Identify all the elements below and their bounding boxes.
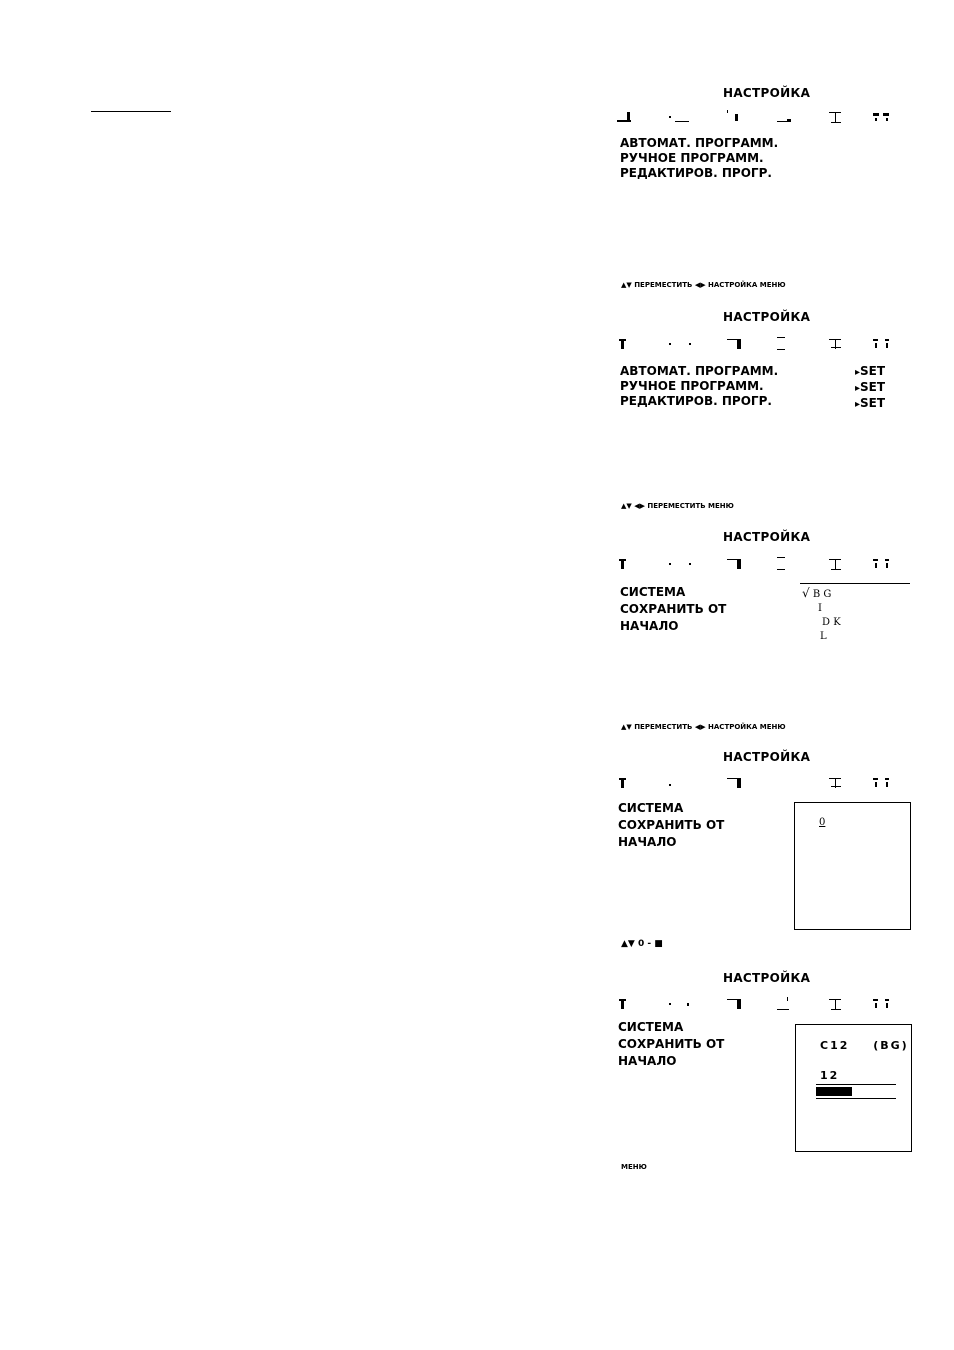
tab-icons [617,997,907,1013]
menu-item-system[interactable]: СИСТЕМА [618,801,684,815]
system-menu [618,800,724,851]
key-hint: ▲▼ ПЕРЕМЕСТИТЬ ◀▶ НАСТРОЙКА МЕНЮ [621,281,786,289]
menu-item-edit-program[interactable]: РЕДАКТИРОВ. ПРОГР. [620,166,772,180]
system-option-i[interactable]: I [818,603,822,614]
features-icon[interactable] [873,997,891,1011]
store-from-box [794,802,911,930]
antenna-icon[interactable] [617,557,635,571]
channel-label: C12 [820,1039,850,1052]
tab-icons [617,557,907,573]
sound-icon[interactable] [727,776,745,790]
key-hint: ▲▼ ◀▶ ПЕРЕМЕСТИТЬ МЕНЮ [621,502,734,510]
features-icon[interactable] [873,337,891,351]
sound-icon[interactable] [727,997,745,1011]
antenna-icon[interactable] [617,776,635,790]
timer-icon[interactable] [777,997,795,1011]
screen-title: НАСТРОЙКА [723,310,811,324]
system-option-dk[interactable]: D K [822,617,841,628]
system-option-bg[interactable]: B G [812,589,832,600]
picture-icon[interactable] [669,557,687,571]
antenna-icon[interactable] [617,337,635,351]
screen-4 [605,750,915,955]
system-menu [620,584,726,635]
antenna-icon[interactable] [617,997,635,1011]
screen-title: НАСТРОЙКА [723,86,811,100]
picture-icon[interactable] [669,776,687,790]
timer-icon[interactable] [777,337,795,351]
set-column [855,364,885,412]
screen-title: НАСТРОЙКА [723,750,811,764]
menu-item-start[interactable]: НАЧАЛО [618,1054,677,1068]
antenna-icon[interactable] [617,110,635,124]
setup-icon[interactable] [829,997,847,1011]
menu-item-store-from[interactable]: СОХРАНИТЬ ОТ [618,1037,725,1051]
menu-item-start[interactable]: НАЧАЛО [618,835,677,849]
system-option-l[interactable]: L [820,631,827,642]
screen-5 [605,971,915,1181]
features-icon[interactable] [873,776,891,790]
timer-icon[interactable] [777,557,795,571]
tab-icons [617,337,907,353]
menu-item-system[interactable]: СИСТЕМА [620,585,686,599]
sound-icon[interactable] [727,110,745,124]
features-icon[interactable] [873,557,891,571]
system-menu [618,1019,724,1070]
setup-icon[interactable] [829,776,847,790]
set-indicator[interactable]: ▸ SET [855,396,885,412]
header-rule [91,111,171,112]
menu-item-store-from[interactable]: СОХРАНИТЬ ОТ [620,602,727,616]
timer-icon[interactable] [777,110,795,124]
menu-item-auto-program[interactable]: АВТОМАТ. ПРОГРАММ. [620,364,779,378]
setup-icon[interactable] [829,110,847,124]
sound-icon[interactable] [727,557,745,571]
key-hint: ▲▼ 0 - ■ [621,939,663,949]
picture-icon[interactable] [669,997,687,1011]
menu-item-store-from[interactable]: СОХРАНИТЬ ОТ [618,818,725,832]
selected-check-icon: √ [802,586,810,600]
screen-2 [605,310,915,520]
system-label: (BG) [873,1039,909,1052]
menu-item-edit-program[interactable]: РЕДАКТИРОВ. ПРОГР. [620,394,772,408]
setup-icon[interactable] [829,337,847,351]
scan-box [795,1024,912,1152]
tab-icons [617,110,907,126]
key-hint: ▲▼ ПЕРЕМЕСТИТЬ ◀▶ НАСТРОЙКА МЕНЮ [621,723,786,731]
picture-icon[interactable] [669,110,687,124]
sound-icon[interactable] [727,337,745,351]
menu-item-manual-program[interactable]: РУЧНОЕ ПРОГРАММ. [620,151,764,165]
menu-hint: МЕНЮ [621,1163,647,1171]
set-indicator[interactable]: ▸ SET [855,364,885,380]
screen-title: НАСТРОЙКА [723,530,811,544]
channel-readout [820,1039,909,1052]
menu-item-manual-program[interactable]: РУЧНОЕ ПРОГРАММ. [620,379,764,393]
setup-menu [620,364,778,409]
tab-icons [617,776,907,792]
screen-1 [605,86,915,296]
menu-item-system[interactable]: СИСТЕМА [618,1020,684,1034]
setup-menu [620,136,778,181]
scan-progress-fill [816,1087,852,1096]
setup-icon[interactable] [829,557,847,571]
channel-number: 12 [820,1069,840,1082]
menu-item-auto-program[interactable]: АВТОМАТ. ПРОГРАММ. [620,136,779,150]
picture-icon[interactable] [669,337,687,351]
menu-item-start[interactable]: НАЧАЛО [620,619,679,633]
scan-progress-bar [816,1084,896,1099]
system-options [802,586,841,644]
set-indicator[interactable]: ▸ SET [855,380,885,396]
store-from-value[interactable]: 0 [819,817,826,828]
features-icon[interactable] [873,110,891,124]
screen-3 [605,530,915,740]
system-options-divider [800,583,910,584]
screen-title: НАСТРОЙКА [723,971,811,985]
